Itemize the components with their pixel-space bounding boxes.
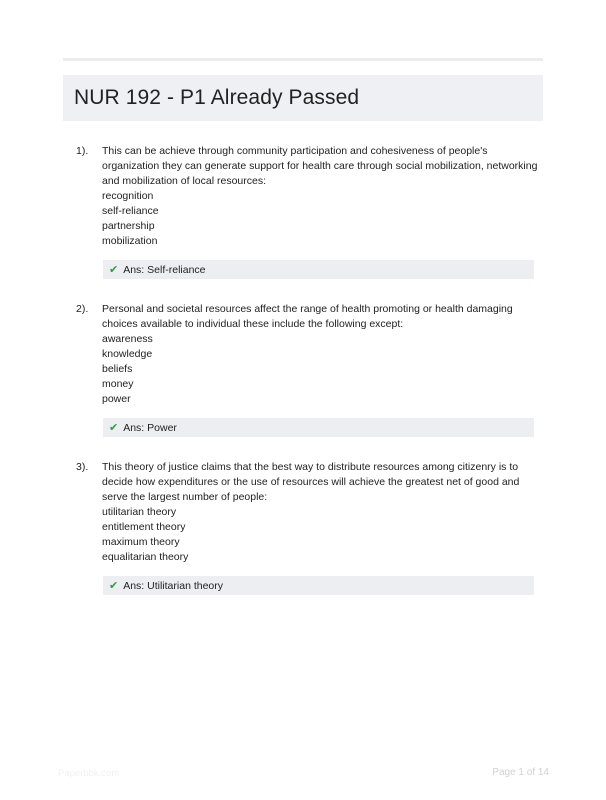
- question-number: 1).: [76, 145, 89, 157]
- answer-text: Ans: Self-reliance: [123, 263, 206, 276]
- question-text: This can be achieve through community participation and cohesiveness of people's organization they can generate support for health care through social mobilization, networking and mobilization of local resources:: [102, 145, 538, 187]
- check-icon: ✔: [109, 580, 119, 592]
- question-number: 3).: [76, 461, 89, 473]
- question-text: Personal and societal resources affect the range of health promoting or health damaging choices available to individual these include the following except:: [102, 303, 513, 330]
- answer-text: Ans: Power: [123, 421, 177, 434]
- option: power: [102, 393, 131, 405]
- option: utilitarian theory: [102, 506, 177, 518]
- option: money: [102, 378, 134, 390]
- footer-watermark: Paperbbk.com: [58, 768, 120, 779]
- page-number: Page 1 of 14: [492, 767, 549, 778]
- question-body: [102, 144, 542, 249]
- title-bar: [63, 75, 543, 121]
- option: entitlement theory: [102, 521, 186, 533]
- option: mobilization: [102, 235, 158, 247]
- answer-bar-3: [103, 576, 534, 595]
- page-title: NUR 192 - P1 Already Passed: [74, 86, 360, 109]
- answer-bar-2: [103, 418, 534, 437]
- question-number: 2).: [76, 303, 89, 315]
- option: knowledge: [102, 348, 153, 360]
- top-divider: [63, 58, 543, 61]
- answer-text: Ans: Utilitarian theory: [123, 579, 224, 592]
- answer-bar-1: [103, 260, 534, 279]
- option: recognition: [102, 190, 154, 202]
- option: self-reliance: [102, 205, 159, 217]
- check-icon: ✔: [109, 264, 119, 276]
- option: partnership: [102, 220, 155, 232]
- question-body: [102, 460, 542, 565]
- option: equalitarian theory: [102, 551, 189, 563]
- question-body: [102, 302, 542, 407]
- check-icon: ✔: [109, 422, 119, 434]
- option: beliefs: [102, 363, 133, 375]
- option: awareness: [102, 333, 153, 345]
- question-text: This theory of justice claims that the best way to distribute resources among citizenry is to decide how expenditures or the use of resources will achieve the greatest net of good and serve the largest number of people:: [102, 461, 520, 503]
- option: maximum theory: [102, 536, 180, 548]
